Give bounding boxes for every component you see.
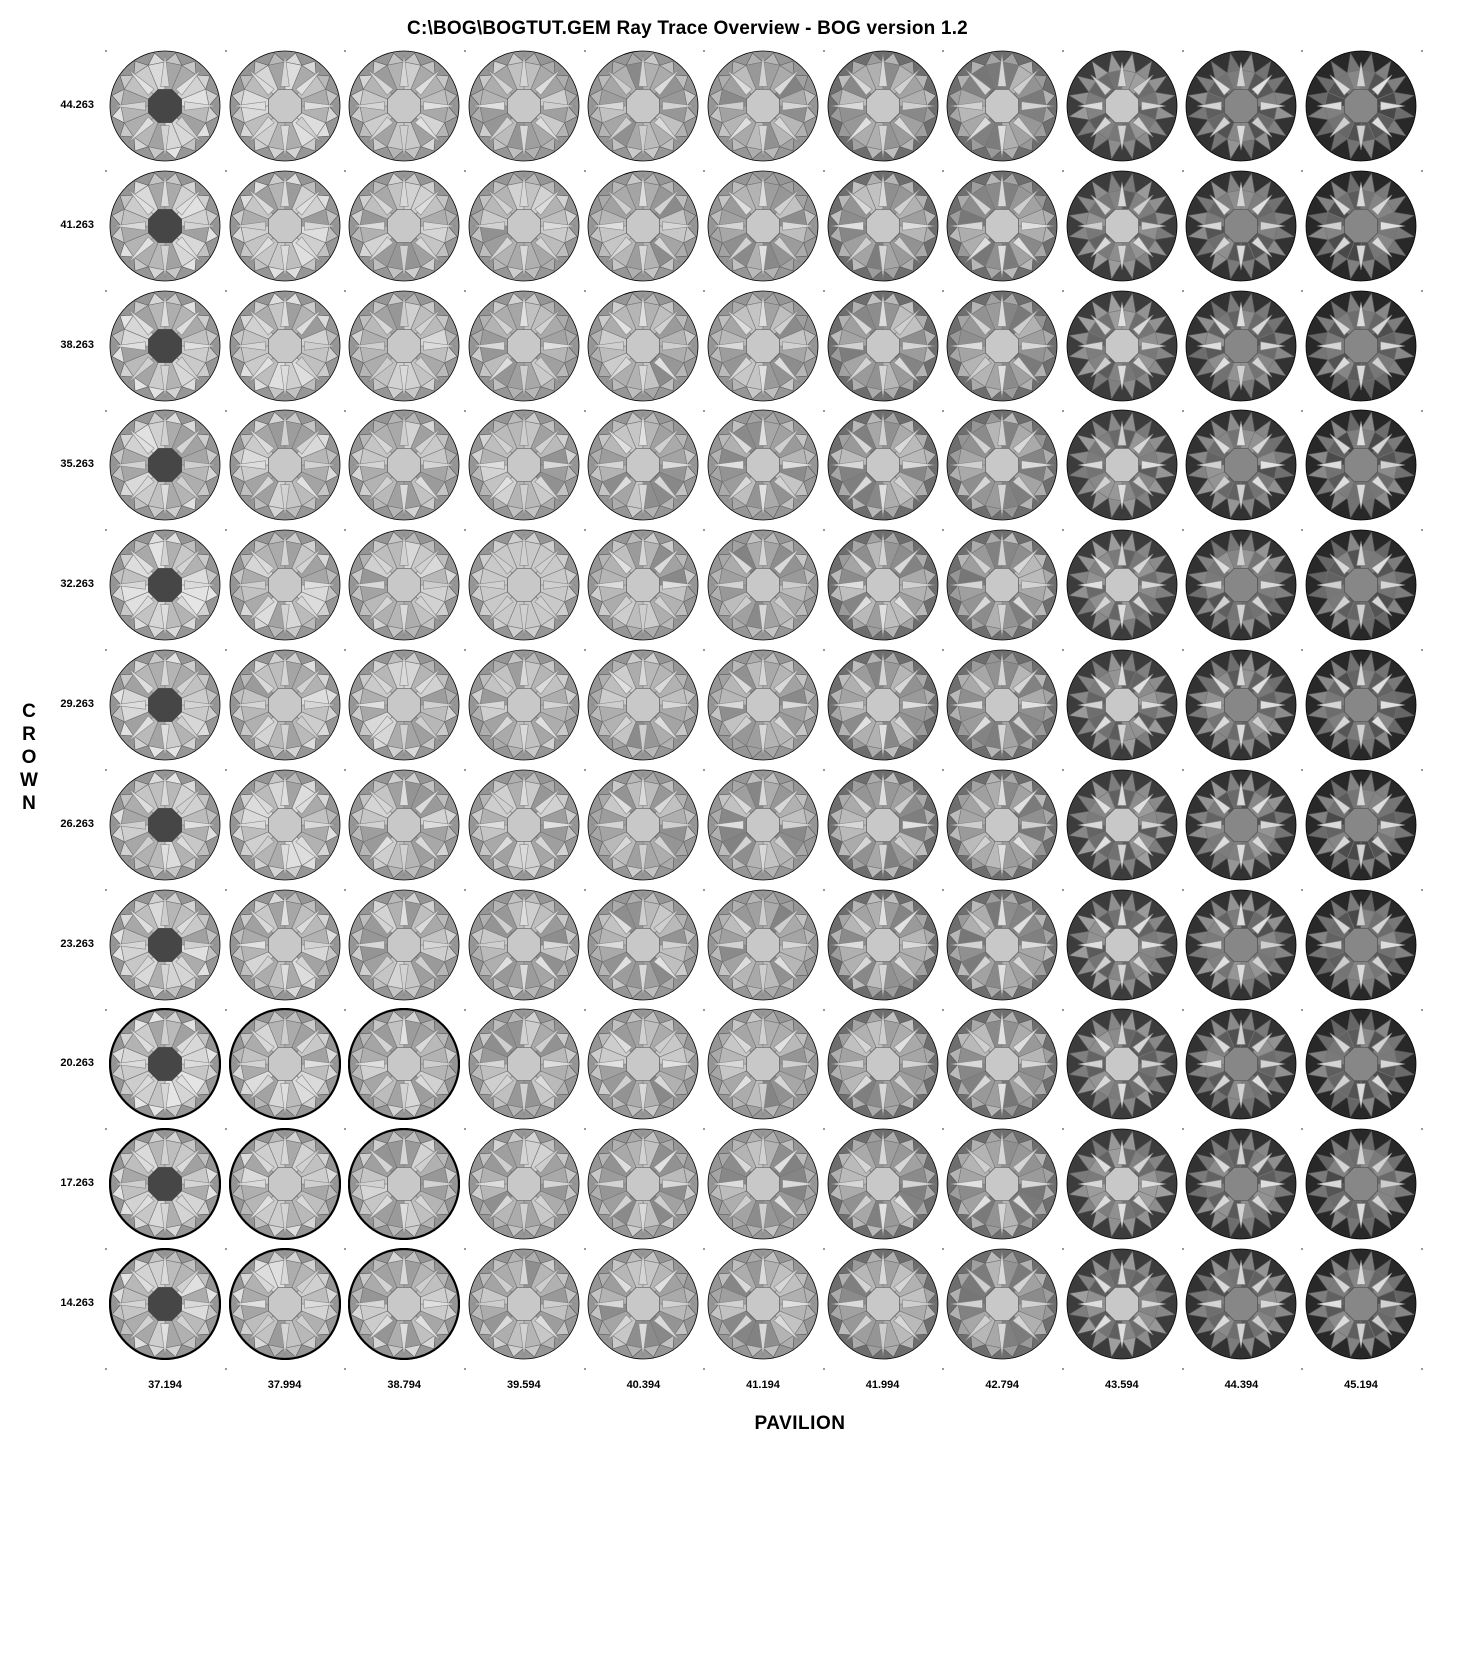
gem-ray-trace [1185, 529, 1297, 641]
gem-ray-trace [348, 409, 460, 521]
grid-dot [225, 1368, 227, 1370]
grid-dot [464, 1248, 466, 1250]
crown-angle-label: 38.263 [60, 338, 94, 351]
gem-ray-trace [1066, 649, 1178, 761]
grid-dot [464, 1128, 466, 1130]
gem-ray-trace [1066, 290, 1178, 402]
grid-dot [225, 410, 227, 412]
gem-ray-trace [946, 1008, 1058, 1120]
gem-ray-trace [348, 649, 460, 761]
pavilion-angle-label: 37.194 [148, 1379, 182, 1391]
grid-dot [344, 1009, 346, 1011]
gem-ray-trace [468, 50, 580, 162]
grid-dot [225, 649, 227, 651]
gem-ray-trace [1066, 529, 1178, 641]
gem-ray-trace [707, 409, 819, 521]
gem-ray-trace [946, 170, 1058, 282]
grid-dot [1421, 1248, 1423, 1250]
grid-dot [1062, 1248, 1064, 1250]
gem-ray-trace [707, 1248, 819, 1360]
grid-dot [1421, 1368, 1423, 1370]
grid-dot [1301, 889, 1303, 891]
pavilion-angle-label: 41.994 [865, 1379, 900, 1391]
grid-dot [1301, 769, 1303, 771]
grid-dot [105, 1128, 107, 1130]
grid-dot [225, 1248, 227, 1250]
grid-dot [1182, 769, 1184, 771]
gem-ray-trace [1066, 409, 1178, 521]
gem-ray-trace [229, 290, 341, 402]
gem-ray-trace [707, 50, 819, 162]
grid-dot [1062, 50, 1064, 52]
gem-ray-trace [1185, 1008, 1297, 1120]
grid-dot [584, 529, 586, 531]
grid-dot [584, 1248, 586, 1250]
gem-ray-trace [1185, 50, 1297, 162]
grid-dot [464, 410, 466, 412]
grid-dot [942, 50, 944, 52]
gem-ray-trace [229, 889, 341, 1001]
gem-ray-trace [1185, 290, 1297, 402]
grid-dot [105, 170, 107, 172]
grid-dot [344, 1248, 346, 1250]
gem-ray-trace [946, 529, 1058, 641]
gem-ray-trace [946, 50, 1058, 162]
gem-ray-trace [587, 1248, 699, 1360]
grid-dot [703, 1009, 705, 1011]
grid-dot [823, 290, 825, 292]
grid-dot [1301, 410, 1303, 412]
grid-dot [1182, 50, 1184, 52]
grid-dot [344, 1368, 346, 1370]
grid-dot [823, 50, 825, 52]
grid-dot [1182, 410, 1184, 412]
grid-dot [942, 290, 944, 292]
grid-dot [464, 290, 466, 292]
gem-ray-trace [587, 409, 699, 521]
gem-ray-trace [707, 170, 819, 282]
gem-ray-trace [109, 1008, 221, 1120]
gem-ray-trace [1185, 409, 1297, 521]
grid-dot [703, 410, 705, 412]
gem-ray-trace [946, 889, 1058, 1001]
grid-dot [942, 170, 944, 172]
gem-ray-trace [109, 769, 221, 881]
grid-dot [105, 649, 107, 651]
grid-dot [942, 410, 944, 412]
gem-ray-trace [946, 409, 1058, 521]
gem-ray-trace [229, 50, 341, 162]
gem-ray-trace [1185, 769, 1297, 881]
grid-dot [105, 50, 107, 52]
gem-ray-trace [348, 769, 460, 881]
gem-ray-trace [348, 50, 460, 162]
gem-ray-trace [587, 1128, 699, 1240]
grid-dot [584, 1128, 586, 1130]
grid-dot [464, 889, 466, 891]
grid-dot [464, 1009, 466, 1011]
gem-ray-trace [348, 1248, 460, 1360]
grid-dot [823, 410, 825, 412]
gem-ray-trace [1066, 769, 1178, 881]
gem-ray-trace [827, 1128, 939, 1240]
grid-dot [1182, 170, 1184, 172]
gem-ray-trace [468, 1008, 580, 1120]
crown-angle-label: 32.263 [60, 578, 94, 591]
grid-dot [1421, 50, 1423, 52]
grid-dot [823, 1368, 825, 1370]
gem-ray-trace [348, 529, 460, 641]
crown-letter: R [22, 724, 36, 745]
grid-dot [1182, 290, 1184, 292]
grid-dot [105, 889, 107, 891]
grid-dot [344, 170, 346, 172]
gem-ray-trace [229, 1128, 341, 1240]
gem-ray-trace [1066, 889, 1178, 1001]
grid-dot [225, 50, 227, 52]
grid-dot [1421, 889, 1423, 891]
gem-ray-trace [946, 1248, 1058, 1360]
grid-dot [584, 889, 586, 891]
grid-dot [703, 170, 705, 172]
gem-ray-trace [827, 769, 939, 881]
gem-ray-trace [1305, 170, 1417, 282]
gem-ray-trace [1066, 1008, 1178, 1120]
gem-ray-trace [1305, 1128, 1417, 1240]
gem-ray-trace [1185, 1128, 1297, 1240]
grid-dot [225, 769, 227, 771]
grid-dot [823, 889, 825, 891]
grid-dot [1421, 290, 1423, 292]
crown-angle-label: 26.263 [60, 817, 94, 830]
grid-dot [1301, 649, 1303, 651]
grid-dot [105, 529, 107, 531]
grid-dot [344, 1128, 346, 1130]
gem-ray-trace [109, 529, 221, 641]
gem-ray-trace [229, 170, 341, 282]
gem-ray-trace [109, 649, 221, 761]
grid-dot [703, 50, 705, 52]
gem-ray-trace [109, 409, 221, 521]
gem-ray-trace [468, 290, 580, 402]
grid-dot [1062, 769, 1064, 771]
gem-ray-trace [827, 1008, 939, 1120]
gem-ray-trace [1305, 409, 1417, 521]
gem-ray-trace [1185, 1248, 1297, 1360]
gem-ray-trace [229, 1008, 341, 1120]
grid-dot [344, 769, 346, 771]
gem-ray-trace [707, 529, 819, 641]
grid-dot [942, 1009, 944, 1011]
grid-dot [942, 769, 944, 771]
gem-ray-trace [348, 290, 460, 402]
gem-ray-trace [827, 649, 939, 761]
pavilion-angle-label: 45.194 [1344, 1379, 1378, 1391]
grid-dot [942, 1248, 944, 1250]
gem-ray-trace [1305, 1008, 1417, 1120]
gem-ray-trace [229, 529, 341, 641]
gem-ray-trace [707, 649, 819, 761]
grid-dot [703, 1128, 705, 1130]
gem-ray-trace [587, 1008, 699, 1120]
gem-ray-trace [1185, 889, 1297, 1001]
gem-ray-trace [229, 649, 341, 761]
pavilion-angle-label: 42.794 [985, 1379, 1020, 1391]
grid-dot [225, 170, 227, 172]
gem-ray-trace [587, 170, 699, 282]
grid-dot [1301, 1009, 1303, 1011]
gem-ray-trace [707, 889, 819, 1001]
pavilion-angle-label: 44.394 [1224, 1379, 1259, 1391]
grid-dot [942, 889, 944, 891]
gem-ray-trace [1066, 170, 1178, 282]
gem-ray-trace [827, 50, 939, 162]
grid-dot [1421, 1009, 1423, 1011]
grid-dot [105, 290, 107, 292]
gem-ray-trace [946, 649, 1058, 761]
grid-dot [584, 170, 586, 172]
grid-dot [225, 1128, 227, 1130]
grid-dot [105, 769, 107, 771]
grid-dot [1182, 1128, 1184, 1130]
gem-ray-trace [468, 170, 580, 282]
grid-dot [1182, 889, 1184, 891]
grid-dot [584, 1368, 586, 1370]
gem-ray-trace [109, 1128, 221, 1240]
grid-dot [1301, 529, 1303, 531]
gem-ray-trace [707, 1128, 819, 1240]
crown-angle-label: 17.263 [60, 1177, 94, 1190]
grid-dot [823, 1128, 825, 1130]
crown-letter: C [22, 701, 36, 722]
gem-ray-trace [1305, 649, 1417, 761]
gem-ray-trace [229, 769, 341, 881]
grid-dot [942, 529, 944, 531]
grid-dot [942, 1368, 944, 1370]
gem-ray-trace [468, 649, 580, 761]
gem-ray-trace [1305, 1248, 1417, 1360]
gem-ray-trace [827, 1248, 939, 1360]
grid-dot [1421, 1128, 1423, 1130]
gem-ray-trace [1305, 769, 1417, 881]
grid-dot [1062, 410, 1064, 412]
gem-ray-trace [827, 170, 939, 282]
pavilion-axis-label: PAVILION [754, 1413, 846, 1434]
grid-dot [703, 1248, 705, 1250]
grid-dot [1062, 170, 1064, 172]
grid-dot [584, 410, 586, 412]
crown-angle-label: 41.263 [60, 218, 94, 231]
grid-dot [225, 1009, 227, 1011]
gem-ray-trace [827, 889, 939, 1001]
grid-dot [1301, 50, 1303, 52]
grid-dot [1421, 769, 1423, 771]
grid-dot [225, 889, 227, 891]
grid-dot [344, 649, 346, 651]
grid-dot [823, 1009, 825, 1011]
grid-dot [464, 769, 466, 771]
gem-ray-trace [468, 409, 580, 521]
gem-ray-trace [229, 409, 341, 521]
gem-ray-trace [587, 529, 699, 641]
gem-ray-trace [1066, 1248, 1178, 1360]
crown-angle-label: 20.263 [60, 1057, 94, 1070]
grid-dot [703, 290, 705, 292]
grid-dot [1062, 529, 1064, 531]
gem-ray-trace [587, 50, 699, 162]
grid-dot [703, 529, 705, 531]
pavilion-angle-label: 40.394 [626, 1379, 661, 1391]
gem-ray-trace [1066, 50, 1178, 162]
crown-angle-label: 44.263 [60, 99, 94, 111]
crown-angle-label: 14.263 [60, 1297, 94, 1309]
grid-dot [584, 649, 586, 651]
gem-ray-trace [468, 529, 580, 641]
gem-ray-trace [468, 1128, 580, 1240]
gem-ray-trace [707, 769, 819, 881]
grid-dot [584, 1009, 586, 1011]
gem-ray-trace [1305, 529, 1417, 641]
grid-dot [703, 889, 705, 891]
gem-ray-trace [946, 1128, 1058, 1240]
gem-ray-trace [1305, 50, 1417, 162]
grid-dot [1301, 1128, 1303, 1130]
grid-dot [703, 1368, 705, 1370]
grid-dot [105, 1248, 107, 1250]
grid-dot [225, 290, 227, 292]
grid-dot [344, 290, 346, 292]
grid-dot [344, 50, 346, 52]
gem-ray-trace [109, 50, 221, 162]
gem-ray-trace [348, 1128, 460, 1240]
gem-ray-trace [827, 409, 939, 521]
grid-dot [225, 529, 227, 531]
gem-ray-trace [827, 290, 939, 402]
gem-ray-trace [587, 769, 699, 881]
gem-ray-trace [1305, 290, 1417, 402]
grid-dot [105, 1368, 107, 1370]
gem-ray-trace [109, 889, 221, 1001]
grid-dot [105, 1009, 107, 1011]
crown-angle-label: 35.263 [60, 458, 94, 471]
gem-ray-trace [946, 769, 1058, 881]
grid-dot [942, 649, 944, 651]
crown-letter: W [20, 770, 38, 791]
grid-dot [823, 170, 825, 172]
gem-ray-trace [468, 1248, 580, 1360]
grid-dot [1301, 1248, 1303, 1250]
grid-dot [344, 529, 346, 531]
gem-ray-trace [348, 1008, 460, 1120]
grid-dot [1421, 529, 1423, 531]
gem-ray-trace [587, 649, 699, 761]
grid-dot [1421, 170, 1423, 172]
grid-dot [344, 410, 346, 412]
gem-ray-trace [587, 889, 699, 1001]
grid-dot [584, 50, 586, 52]
gem-ray-trace [109, 1248, 221, 1360]
grid-dot [1182, 1009, 1184, 1011]
grid-dot [823, 769, 825, 771]
grid-dot [464, 170, 466, 172]
grid-dot [1062, 1009, 1064, 1011]
gem-ray-trace [707, 1008, 819, 1120]
gem-ray-trace [946, 290, 1058, 402]
gem-ray-trace [587, 290, 699, 402]
grid-dot [105, 410, 107, 412]
pavilion-angle-label: 43.594 [1104, 1379, 1139, 1391]
gem-ray-trace [109, 170, 221, 282]
pavilion-angle-label: 38.794 [387, 1379, 422, 1391]
grid-dot [1421, 649, 1423, 651]
grid-dot [823, 1248, 825, 1250]
gem-ray-trace [348, 170, 460, 282]
grid-dot [464, 1368, 466, 1370]
grid-dot [823, 649, 825, 651]
crown-letter: N [22, 793, 36, 814]
gem-ray-trace [109, 290, 221, 402]
crown-angle-label: 29.263 [60, 698, 94, 710]
grid-dot [1182, 1368, 1184, 1370]
gem-ray-trace [1185, 170, 1297, 282]
grid-dot [942, 1128, 944, 1130]
grid-dot [1301, 1368, 1303, 1370]
gem-ray-trace [348, 889, 460, 1001]
grid-dot [703, 769, 705, 771]
grid-dot [1062, 649, 1064, 651]
gem-ray-trace [468, 889, 580, 1001]
gem-ray-trace [1305, 889, 1417, 1001]
grid-dot [703, 649, 705, 651]
grid-dot [1182, 529, 1184, 531]
gem-ray-trace [707, 290, 819, 402]
gem-ray-trace [229, 1248, 341, 1360]
grid-dot [464, 50, 466, 52]
grid-dot [344, 889, 346, 891]
grid-dot [584, 769, 586, 771]
grid-dot [823, 529, 825, 531]
pavilion-angle-label: 39.594 [506, 1379, 541, 1391]
crown-letter: O [21, 747, 37, 768]
grid-dot [464, 529, 466, 531]
grid-dot [1062, 1128, 1064, 1130]
grid-dot [464, 649, 466, 651]
pavilion-angle-label: 37.994 [267, 1379, 302, 1391]
grid-dot [1062, 1368, 1064, 1370]
grid-dot [1182, 649, 1184, 651]
grid-dot [1421, 410, 1423, 412]
crown-angle-label: 23.263 [60, 937, 94, 950]
grid-dot [584, 290, 586, 292]
grid-dot [1301, 290, 1303, 292]
pavilion-angle-label: 41.194 [746, 1379, 780, 1391]
page-title: C:\BOG\BOGTUT.GEM Ray Trace Overview - BOG version 1.2 [407, 18, 968, 39]
gem-ray-trace [468, 769, 580, 881]
grid-dot [1301, 170, 1303, 172]
gem-ray-trace [827, 529, 939, 641]
grid-dot [1062, 290, 1064, 292]
grid-dot [1062, 889, 1064, 891]
grid-dot [1182, 1248, 1184, 1250]
gem-ray-trace [1066, 1128, 1178, 1240]
gem-ray-trace [1185, 649, 1297, 761]
